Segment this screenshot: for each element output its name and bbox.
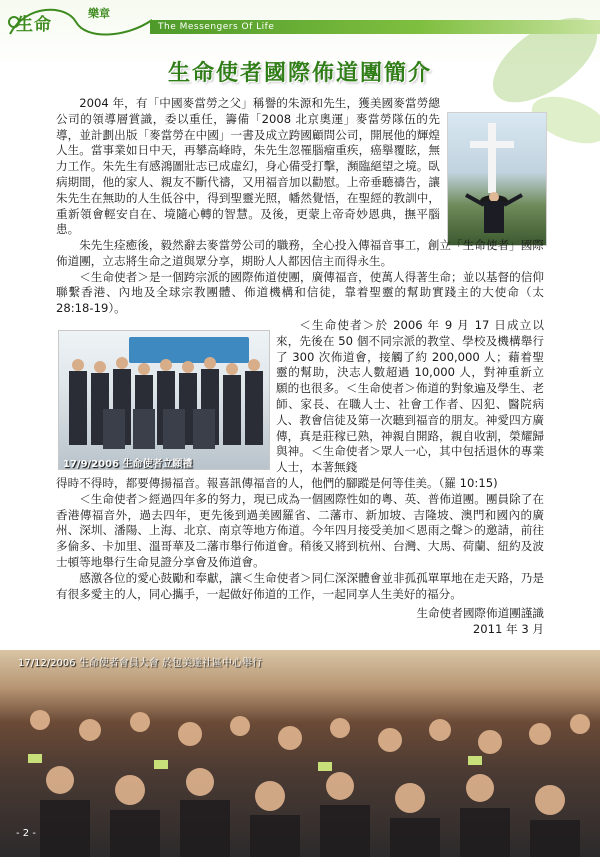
signature-date: 2011 年 3 月 xyxy=(472,621,544,636)
crowd-photo-caption: 17/12/2006 生命使者會員大會 於包美達社區中心舉行 xyxy=(18,658,262,669)
paragraph-1: 2004 年，有「中國麥當勞之父」稱譽的朱源和先生，獲美國麥當勞總公司的領導層賞識，委以重任，籌備「2008 北京奧運」麥當勞隊伍的先導，並計劃出版「麥當勞在中國」一書及成立跨國顧問公司，開展他的輝煌人生。當事業如日中天，再攀高峰時，朱先生忽罹腦瘤重疾，癌擧覆眩，無力工作。朱先生有感鴻圖壯志已成虛幻，身心備受打擊，瀕臨絕望之境。臥病期間，他的家人、親友不斷代禱，又用福音加以勸慰。上帝垂聽禱告，讓朱先生在無助的人生低谷中，得到聖靈光照，幡然覺悟，在聖經的教訓中，重新領會輕安自在、境隨心轉的智慧。及後，更蒙上帝奇妙恩典，撫平腦患。 xyxy=(56,96,440,237)
crowd-people-icon xyxy=(0,650,600,857)
logo xyxy=(6,4,156,40)
signature xyxy=(416,606,544,638)
paragraph-5: ＜生命使者＞經過四年多的努力，現已成為一個國際性如的粵、英、普佈道團。團員除了在香港傳福音外，過去四年，更先後到過美國羅省、二藩市、新加坡、吉隆坡、澳門和國內的廣州、深圳、潘陽、上海、北京、南京等地方佈道。今年四月接受美加＜恩雨之聲＞的邀請，前往多倫多、卡加里、溫哥華及二藩市舉行佈道會。稍後又將到杭州、台灣、大馬、荷蘭、紐約及波士頓等地舉行生命見證分享會及佈道會。 xyxy=(56,491,544,569)
group-photo-caption: 17/9/2006 生命使者立願禮 xyxy=(63,459,193,470)
crowd-photo xyxy=(0,650,600,857)
ministry-paragraph xyxy=(276,318,544,476)
header-banner-text: The Messengers Of Life xyxy=(158,22,275,32)
closing-paragraphs xyxy=(56,476,544,602)
founder-photo xyxy=(447,112,547,246)
page-title: 生命使者國際佈道團簡介 xyxy=(167,61,432,86)
intro-paragraph xyxy=(56,96,440,238)
page-number: - 2 - xyxy=(16,828,36,839)
paragraph-4: ＜生命使者＞於 2006 年 9 月 17 日成立以來，先後在 50 個不同宗派的教堂、學校及機構舉行了 300 次佈道會，接觸了約 200,000 人；藉着聖靈的幫助，決志人數超過 10,000 人，對神重新立願的也很多。＜生命使者＞佈道的對象遍及學生、老師、家長、在職人士、社會工作者、囚犯、醫院病人、教會信徒及第一次聽到福音的朋友。神愛四方廣傳，真是莊稼已熟，神親自開路，親自收割，榮耀歸與神。＜生命使者＞眾人一心，其中包括退休的專業人士，本著無錢 xyxy=(276,318,544,475)
founding-paragraph xyxy=(56,238,544,317)
paragraph-6: 感激各位的愛心鼓勵和奉獻，讓＜生命使者＞同仁深深體會並非孤孤單單地在走天路，乃是有很多愛主的人，同心攜手，一起做好佈道的工作，一起同享人生美好的福分。 xyxy=(56,570,544,601)
group-people-icon xyxy=(59,331,270,470)
logo-text: 生命 xyxy=(16,15,52,35)
signature-org: 生命使者國際佈道團謹識 xyxy=(416,606,544,620)
paragraph-4-continued: 得時不得時，都要傳揚福音。報喜訊傳福音的人，他們的腳蹤是何等佳美。（羅 10:15) xyxy=(56,476,498,490)
group-photo xyxy=(58,330,270,470)
header xyxy=(0,0,600,44)
paragraph-3: ＜生命使者＞是一個跨宗派的國際佈道使團，廣傳福音，使萬人得著生命；並以基督的信仰聯繫香港、內地及全球宗教團體、佈道機構和信徒，靠着聖靈的幫助實踐主的大使命（太 28:18-19）。 xyxy=(56,269,544,316)
header-banner xyxy=(150,20,600,34)
logo-subtext: 樂章 xyxy=(88,7,110,20)
cross-figure-icon xyxy=(448,113,547,246)
paragraph-2: 朱先生痊癒後，毅然辭去麥當勞公司的職務，全心投入傳福音事工，創立「生命使者」國際佈道團，立志將生命之道與眾分享，期盼人人都因信主而得永生。 xyxy=(56,238,544,268)
